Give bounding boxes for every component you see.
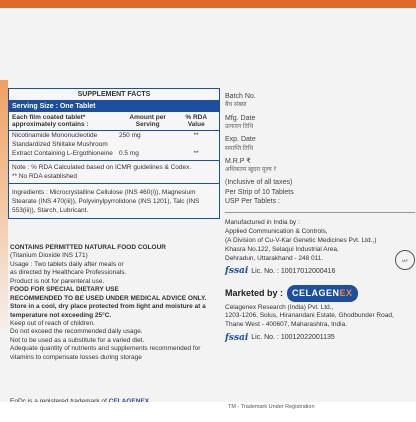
usp-per-tablet: USP Per Tablets : <box>225 198 280 205</box>
fsdu-statement: FOOD FOR SPECIAL DIETARY USE <box>10 286 119 294</box>
adequate-statement: Adequate quantity of nutrients and supplements recommended for vitamins to compensate losses during storage <box>10 345 201 361</box>
facts-row-rda: ** <box>193 132 199 139</box>
mrp-row <box>225 157 415 175</box>
brand-logo-part-b: EX <box>339 288 353 299</box>
manufacturer-block <box>225 219 415 277</box>
fssai-license-number-1: Lic. No. : 10017012000416 <box>251 267 336 275</box>
manufacturer-division: (A Division of Cu-V-Kar Genetic Medicines Pvt. Ltd.,) <box>225 236 377 244</box>
divider <box>225 212 415 213</box>
facts-row-name: Extract Containing L-Ergothioneine <box>12 150 113 157</box>
facts-head-amount: Amount per Serving <box>129 114 166 128</box>
facts-separator <box>9 160 219 161</box>
mrp-label-hindi: अधिकतम खुदरा मूल्य ₹ <box>225 167 277 174</box>
exp-label: Exp. Date <box>225 136 256 144</box>
fssai-logo-icon: fssai <box>225 266 249 277</box>
serving-size: Serving Size : One Tablet <box>9 101 219 112</box>
marketer-name: Celagenex Research (India) Pvt. Ltd., <box>225 303 334 311</box>
fssai-license-number-2: Lic. No. : 10012022001135 <box>251 334 335 342</box>
batch-info-column <box>225 92 415 344</box>
mrp-label: M.R.P ₹ <box>225 157 251 165</box>
brand-logo-part-a: CELAGEN <box>292 288 340 299</box>
facts-title: SUPPLEMENT FACTS <box>9 89 219 101</box>
batch-label: Batch No. <box>225 93 256 100</box>
facts-row-name: Nicotinamide Mononucleotide <box>12 132 98 139</box>
titanium-statement: (Titanium Dioxide INS 171) <box>10 252 88 260</box>
fssai-license-2 <box>225 332 415 344</box>
left-color-strip <box>0 80 8 330</box>
mfg-row <box>225 114 415 132</box>
bottom-strip <box>0 402 416 422</box>
mfg-label: Mfg. Date <box>225 114 256 122</box>
marketed-by <box>225 285 415 301</box>
storage-statement: Store in a cool, dry place protected from light and moisture at a temperature not exceeding 25°C. <box>10 303 206 319</box>
facts-head-rda: % RDA Value <box>185 114 208 128</box>
supplement-facts-table <box>8 88 220 219</box>
batch-label-hindi: बैच संख्या <box>225 102 247 109</box>
tm-note: TM - Trademark Under Registration <box>228 404 315 410</box>
exp-label-hindi: समाप्ति तिथि <box>225 145 254 152</box>
ingredients-text: Ingredients : Microcrystalline Cellulose (INS 460(i)), Magnesium Stearate (INS 470(iii)), Polyvinylpyrrolidone (INS 1201), Talc (INS 553(iii)), Starch, Lubricant. <box>12 189 200 214</box>
facts-row <box>9 140 219 149</box>
usage-statement: Usage : Two tablets daily after meals or <box>10 260 124 268</box>
facts-row-rda <box>176 141 216 148</box>
manufacturer-name: Applied Communication & Controls, <box>225 228 328 236</box>
batch-row <box>225 92 415 110</box>
marketer-address-1: 1203-1206, Solus, Hiranandani Estate, Ghodbunder Road, <box>225 312 394 320</box>
certification-seal-icon: IAF <box>395 250 415 270</box>
marketer-block <box>225 304 415 344</box>
fssai-logo-icon: fssai <box>225 332 249 343</box>
substitute-statement: Not to be used as a substitute for a varied diet. <box>10 336 145 344</box>
marketed-label: Marketed by : <box>225 288 284 299</box>
manufacturer-address-1: Khasra No.122, Selaqui Industrial Area, <box>225 245 339 253</box>
celagenex-logo <box>287 285 358 301</box>
children-statement: Keep out of reach of children. <box>10 319 95 327</box>
per-strip: Per Strip of 10 Tablets <box>225 188 294 196</box>
facts-note-rda: Note : % RDA Calculated based on ICMR guidelines & Codex. <box>12 164 192 171</box>
fssai-license-1 <box>225 265 415 277</box>
usage-instructions <box>10 244 225 362</box>
facts-separator <box>9 183 219 184</box>
facts-row-amount: 250 mg <box>118 132 141 139</box>
facts-row <box>9 149 219 158</box>
facts-header <box>9 112 219 131</box>
facts-row-rda: ** <box>193 150 199 157</box>
taxes-note: (Inclusive of all taxes) <box>225 179 293 187</box>
facts-row <box>9 131 219 140</box>
exp-row <box>225 135 415 153</box>
exceed-statement: Do not exceed the recommended daily usage. <box>10 328 143 336</box>
colour-statement: CONTAINS PERMITTED NATURAL FOOD COLOUR <box>10 244 166 251</box>
manufacturer-address-2: Dehradun, Uttarakhand - 248 011. <box>225 254 324 262</box>
facts-note-no-rda: ** No RDA established <box>12 173 78 180</box>
mfg-label-hindi: उत्पादन तिथि <box>225 123 254 130</box>
manufactured-label: Manufactured in India by : <box>225 219 300 227</box>
directed-statement: as directed by Healthcare Professionals. <box>10 269 127 277</box>
marketer-address-2: Thane West - 400607, Maharashtra, India. <box>225 321 348 329</box>
facts-row-amount <box>119 141 176 148</box>
facts-row-name: Standardized Shiitake Mushroom <box>12 141 108 148</box>
parenteral-statement: Product is not for parenteral use. <box>10 277 105 285</box>
top-color-strip <box>0 0 416 8</box>
medical-advice-statement: RECOMMENDED TO BE USED UNDER MEDICAL ADVICE ONLY. <box>10 294 207 302</box>
facts-head-contents: Each film coated tablet* approximately contains : <box>12 114 89 128</box>
facts-row-amount: 0.5 mg <box>118 150 139 157</box>
